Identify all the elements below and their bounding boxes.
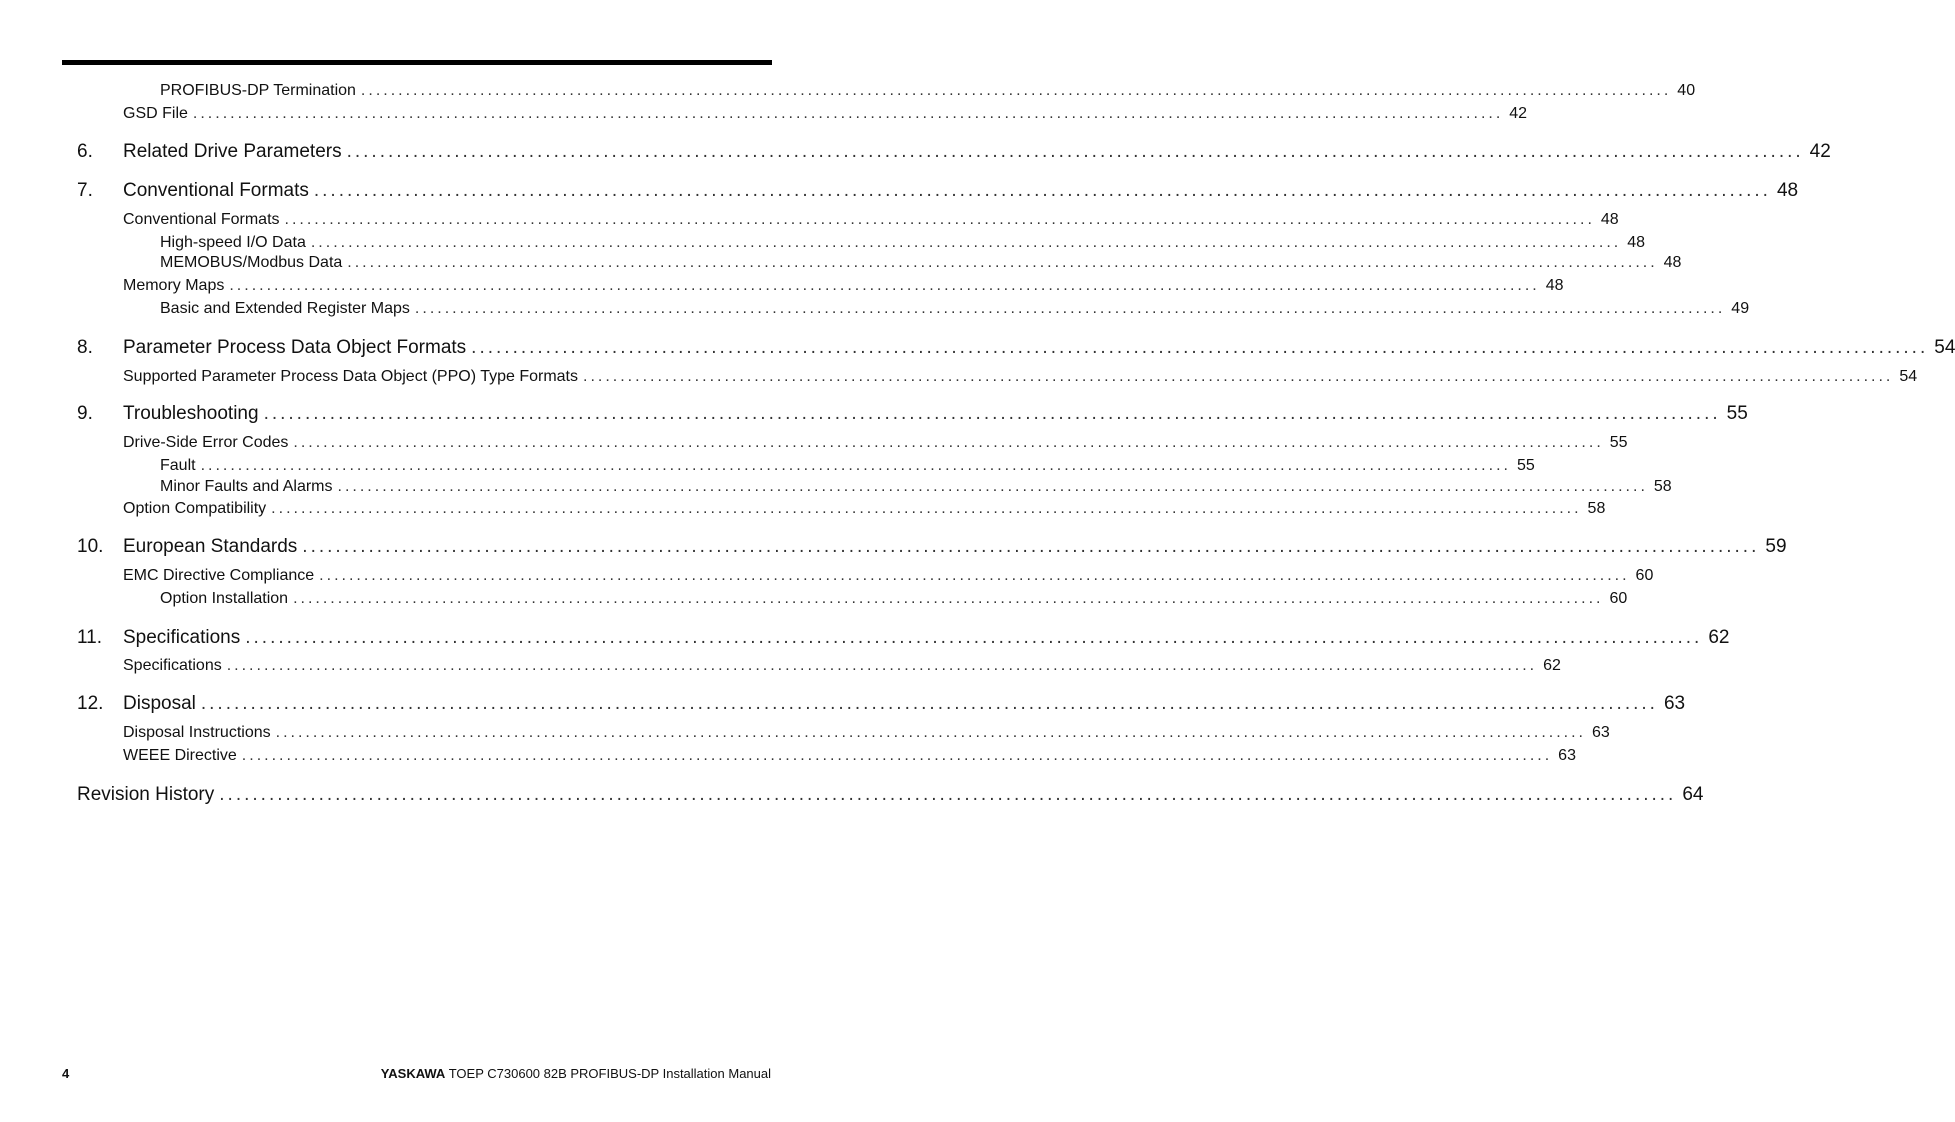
dot-leader: ................................................................................................................................................................................ — [360, 82, 1672, 99]
dot-leader: ................................................................................................................................................................................ — [241, 747, 1553, 764]
toc-entry[interactable] — [123, 277, 1564, 295]
dot-leader: ................................................................................................................................................................................ — [337, 478, 1648, 495]
dot-leader: ................................................................................................................................................................................ — [219, 784, 1677, 805]
toc-chapter-title: Revision History — [77, 784, 215, 805]
toc-entry[interactable] — [123, 500, 1606, 518]
toc-entry-title: MEMOBUS/Modbus Data — [160, 254, 343, 271]
toc-entry-title: PROFIBUS-DP Termination — [160, 82, 356, 99]
toc-entry-title: Supported Parameter Process Data Object (PPO) Type Formats — [123, 368, 578, 385]
dot-leader: ................................................................................................................................................................................ — [226, 657, 1538, 674]
toc-entry-title: Basic and Extended Register Maps — [160, 300, 410, 317]
dot-leader: ................................................................................................................................................................................ — [319, 567, 1630, 584]
dot-leader: ................................................................................................................................................................................ — [245, 627, 1703, 648]
toc-entry-page: 58 — [1653, 478, 1672, 495]
toc-chapter-page: 42 — [1809, 141, 1831, 162]
toc-chapter[interactable] — [77, 536, 1787, 558]
dot-leader: ................................................................................................................................................................................ — [192, 105, 1504, 122]
toc-entry-title: High-speed I/O Data — [160, 234, 306, 251]
toc-entry-page: 48 — [1600, 211, 1619, 228]
toc-chapter-title: Related Drive Parameters — [123, 141, 342, 162]
toc-entry[interactable] — [160, 590, 1628, 608]
toc-chapter-page: 59 — [1765, 536, 1787, 557]
dot-leader: ................................................................................................................................................................................ — [471, 337, 1929, 358]
toc-chapter-title: Troubleshooting — [123, 403, 259, 424]
toc-entry[interactable] — [123, 434, 1628, 452]
dot-leader: ................................................................................................................................................................................ — [263, 403, 1721, 424]
top-rule — [62, 60, 772, 65]
toc-entry[interactable] — [123, 657, 1561, 675]
dot-leader: ................................................................................................................................................................................ — [313, 180, 1771, 201]
dot-leader: ................................................................................................................................................................................ — [583, 368, 1894, 385]
footer-document-name: TOEP C730600 82B PROFIBUS-DP Installation Manual — [448, 1066, 771, 1081]
toc-chapter-title: Conventional Formats — [123, 180, 309, 201]
toc-entry-title: GSD File — [123, 105, 188, 122]
toc-entry[interactable] — [160, 82, 1696, 100]
toc-entry-page: 55 — [1609, 434, 1628, 451]
toc-entry[interactable] — [123, 368, 1918, 386]
toc-chapter-number: 12. — [77, 693, 104, 714]
toc-entry[interactable] — [123, 724, 1610, 742]
toc-entry[interactable] — [160, 254, 1682, 272]
toc-chapter-page: 55 — [1726, 403, 1748, 424]
toc-entry[interactable] — [160, 478, 1672, 496]
toc-chapter-number: 7. — [77, 180, 93, 201]
toc-entry-page: 60 — [1609, 590, 1628, 607]
dot-leader: ................................................................................................................................................................................ — [346, 141, 1804, 162]
toc-entry[interactable] — [160, 457, 1535, 475]
toc-entry-title: EMC Directive Compliance — [123, 567, 315, 584]
footer-brand: YASKAWA — [380, 1066, 446, 1081]
toc-chapter-title: European Standards — [123, 536, 298, 557]
toc-chapter-number: 10. — [77, 536, 104, 557]
toc-chapter[interactable] — [77, 403, 1748, 425]
toc-entry-page: 58 — [1587, 500, 1606, 517]
toc-chapter-page: 62 — [1708, 627, 1730, 648]
toc-chapter-number: 8. — [77, 337, 93, 358]
toc-entry[interactable] — [123, 105, 1528, 123]
toc-entry-page: 48 — [1627, 234, 1646, 251]
toc-chapter-number: 9. — [77, 403, 93, 424]
toc-entry-title: Drive-Side Error Codes — [123, 434, 289, 451]
toc-chapter[interactable] — [77, 180, 1799, 202]
toc-chapter-page: 54 — [1934, 337, 1955, 358]
dot-leader: ................................................................................................................................................................................ — [310, 234, 1622, 251]
dot-leader: ................................................................................................................................................................................ — [302, 536, 1760, 557]
toc-entry-title: Fault — [160, 457, 196, 474]
toc-chapter-title: Specifications — [123, 627, 241, 648]
toc-revision-history[interactable] — [77, 784, 1704, 806]
toc-chapter-page: 63 — [1663, 693, 1686, 714]
toc-entry-title: Minor Faults and Alarms — [160, 478, 333, 495]
toc-entry[interactable] — [160, 300, 1750, 318]
toc-entry[interactable] — [123, 211, 1619, 229]
toc-entry-title: Option Installation — [160, 590, 289, 607]
dot-leader: ................................................................................................................................................................................ — [284, 211, 1595, 228]
toc-chapter[interactable] — [77, 337, 1955, 359]
toc-entry-page: 63 — [1558, 747, 1576, 764]
toc-chapter[interactable] — [77, 627, 1730, 649]
dot-leader: ................................................................................................................................................................................ — [271, 500, 1582, 517]
toc-entry-title: Disposal Instructions — [123, 724, 271, 741]
toc-entry-page: 40 — [1677, 82, 1696, 99]
toc-chapter-number: 6. — [77, 141, 93, 162]
toc-chapter-page: 48 — [1776, 180, 1799, 201]
toc-entry-page: 49 — [1731, 300, 1750, 317]
toc-chapter[interactable] — [77, 693, 1686, 715]
toc-entry-title: WEEE Directive — [123, 747, 237, 764]
toc-entry-page: 48 — [1545, 277, 1564, 294]
toc-entry-title: Memory Maps — [123, 277, 225, 294]
toc-entry-page: 55 — [1516, 457, 1535, 474]
dot-leader: ................................................................................................................................................................................ — [347, 254, 1658, 271]
toc-entry[interactable] — [160, 234, 1646, 252]
dot-leader: ................................................................................................................................................................................ — [200, 693, 1658, 714]
toc-entry-page: 54 — [1899, 368, 1918, 385]
toc-chapter[interactable] — [77, 141, 1831, 163]
footer-document-title — [381, 1066, 771, 1081]
footer-page-number: 4 — [62, 1066, 70, 1081]
dot-leader: ................................................................................................................................................................................ — [229, 277, 1540, 294]
toc-entry-page: 63 — [1592, 724, 1610, 741]
dot-leader: ................................................................................................................................................................................ — [414, 300, 1726, 317]
dot-leader: ................................................................................................................................................................................ — [293, 434, 1604, 451]
toc-entry-page: 60 — [1635, 567, 1654, 584]
toc-entry-title: Conventional Formats — [123, 211, 280, 228]
toc-chapter-title: Parameter Process Data Object Formats — [123, 337, 467, 358]
dot-leader: ................................................................................................................................................................................ — [293, 590, 1604, 607]
toc-chapter-title: Disposal — [123, 693, 196, 714]
toc-entry-title: Option Compatibility — [123, 500, 267, 517]
toc-entry-page: 42 — [1509, 105, 1528, 122]
toc-chapter-number: 11. — [77, 627, 103, 648]
toc-entry-page: 62 — [1543, 657, 1561, 674]
toc-entry-page: 48 — [1663, 254, 1682, 271]
dot-leader: ................................................................................................................................................................................ — [275, 724, 1586, 741]
toc-chapter-page: 64 — [1682, 784, 1704, 805]
toc-entry[interactable] — [123, 567, 1654, 585]
toc-entry-title: Specifications — [123, 657, 222, 674]
dot-leader: ................................................................................................................................................................................ — [200, 457, 1511, 474]
toc-entry[interactable] — [123, 747, 1576, 765]
